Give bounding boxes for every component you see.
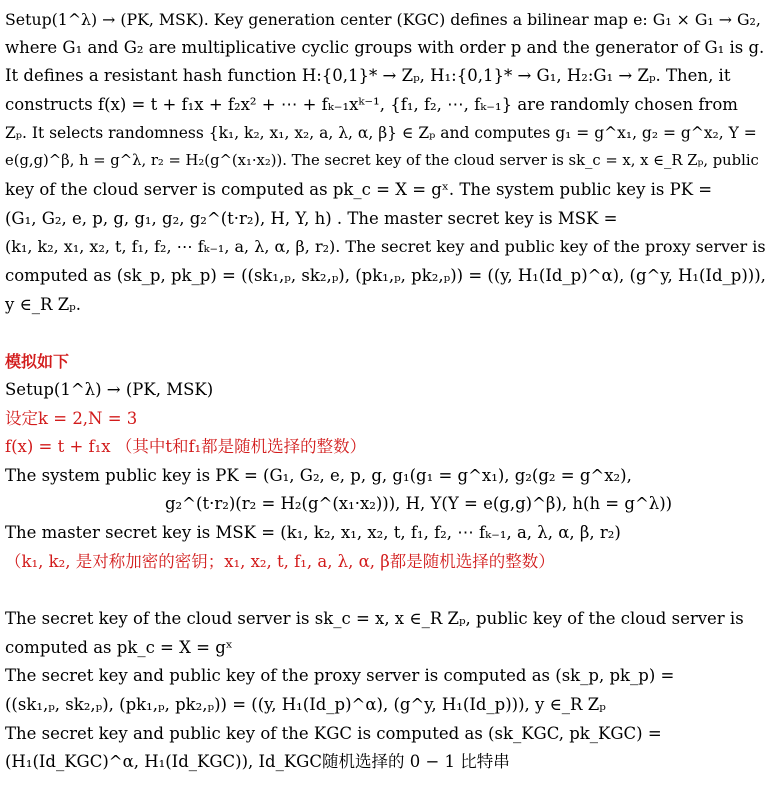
kgc-key-line-2: (H₁(Id_KGC)^α, H₁(Id_KGC)), Id_KGC随机选择的 0 − 1 比特串 (5, 752, 510, 771)
para1-line-4: constructs f(x) = t + f₁x + f₂x² + ⋯ + fₖ₋₁xᵏ⁻¹, {f₁, f₂, ⋯, fₖ₋₁} are randomly chosen from (5, 95, 738, 114)
proxy-key-line-1: The secret key and public key of the proxy server is computed as (sk_p, pk_p) = (5, 666, 675, 685)
sim-setup: Setup(1^λ) → (PK, MSK) (5, 380, 214, 399)
proxy-key-line-2: ((sk₁,ₚ, sk₂,ₚ), (pk₁,ₚ, pk₂,ₚ)) = ((y, H₁(Id_p)^α), (g^y, H₁(Id_p))), y ∈_R Zₚ (5, 695, 606, 714)
cloud-key-line-2: computed as pk_c = X = gˣ (5, 638, 233, 657)
para1-line-11: y ∈_R Zₚ. (5, 295, 82, 314)
section-heading: 模拟如下 (5, 352, 70, 371)
sim-master-secret-key: The master secret key is MSK = (k₁, k₂, x₁, x₂, t, f₁, f₂, ⋯ fₖ₋₁, a, λ, α, β, r₂) (5, 523, 621, 542)
kgc-key-line-1: The secret key and public key of the KGC is computed as (sk_KGC, pk_KGC) = (5, 724, 662, 743)
sim-polynomial: f(x) = t + f₁x （其中t和f₁都是随机选择的整数） (5, 437, 367, 456)
sim-parameters: 设定k = 2,N = 3 (5, 409, 138, 428)
para1-line-9: (k₁, k₂, x₁, x₂, t, f₁, f₂, ⋯ fₖ₋₁, a, λ, α, β, r₂). The secret key and public key of the proxy server is (5, 237, 766, 256)
sim-msk-note: （k₁, k₂, 是对称加密的密钥；x₁, x₂, t, f₁, a, λ, α, β都是随机选择的整数） (5, 552, 555, 571)
para1-line-8: (G₁, G₂, e, p, g, g₁, g₂, g₂^(t·r₂), H, Y, h) . The master secret key is MSK = (5, 209, 618, 228)
para1-line-2: where G₁ and G₂ are multiplicative cyclic groups with order p and the generator of G₁ is g. (5, 38, 765, 57)
sim-public-key-line-1: The system public key is PK = (G₁, G₂, e, p, g, g₁(g₁ = g^x₁), g₂(g₂ = g^x₂), (5, 466, 632, 485)
para1-line-10: computed as (sk_p, pk_p) = ((sk₁,ₚ, sk₂,ₚ), (pk₁,ₚ, pk₂,ₚ)) = ((y, H₁(Id_p)^α), (g^y, H₁(Id_p))), (5, 266, 766, 285)
sim-public-key-line-2: g₂^(t·r₂)(r₂ = H₂(g^(x₁·x₂))), H, Y(Y = e(g,g)^β), h(h = g^λ)) (165, 494, 673, 513)
para1-line-1: Setup(1^λ) → (PK, MSK). Key generation center (KGC) defines a bilinear map e: G₁ × G₁ → G₂, (5, 10, 761, 29)
para1-line-7: key of the cloud server is computed as pk_c = X = gˣ. The system public key is PK = (5, 180, 713, 199)
para1-line-6: e(g,g)^β, h = g^λ, r₂ = H₂(g^(x₁·x₂)). The secret key of the cloud server is sk_c = x, x ∈_R Zₚ, public (5, 152, 759, 169)
cloud-key-line-1: The secret key of the cloud server is sk_c = x, x ∈_R Zₚ, public key of the cloud server is (5, 609, 744, 628)
para1-line-5: Zₚ. It selects randomness {k₁, k₂, x₁, x₂, a, λ, α, β} ∈ Zₚ and computes g₁ = g^x₁, g₂ = g^x₂, Y = (5, 124, 757, 142)
para1-line-3: It defines a resistant hash function H:{0,1}* → Zₚ, H₁:{0,1}* → G₁, H₂:G₁ → Zₚ. Then, it (5, 66, 731, 85)
